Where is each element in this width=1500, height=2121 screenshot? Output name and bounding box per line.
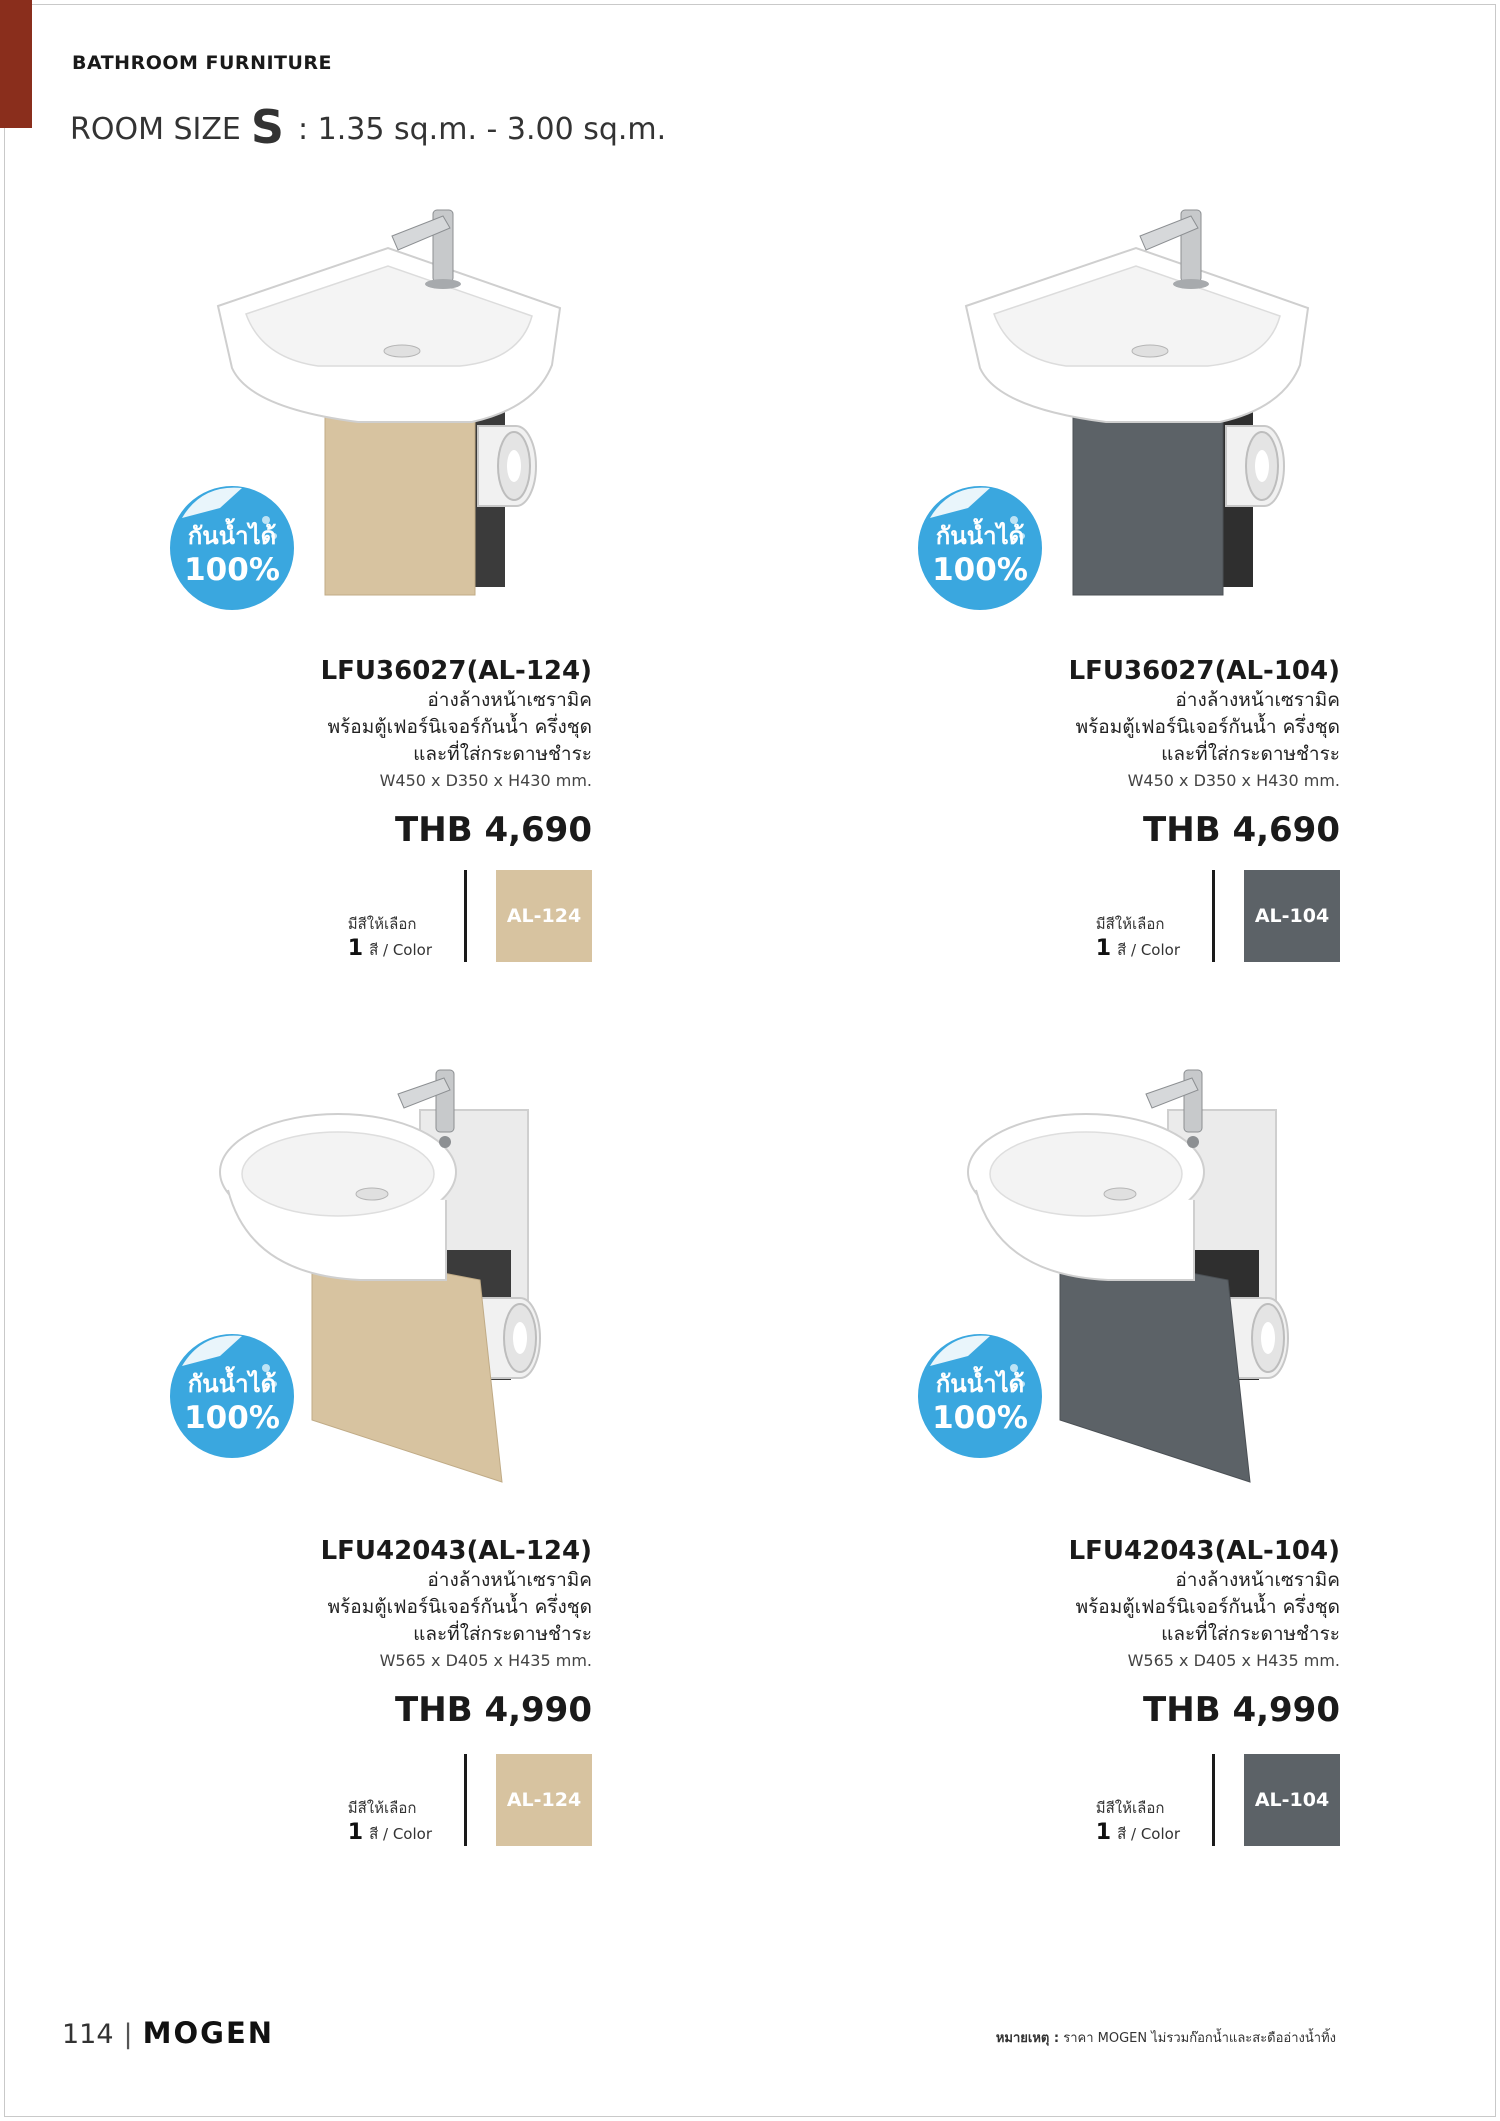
section-tab [0, 0, 32, 128]
product-desc-2: พร้อมตู้เฟอร์นิเจอร์กันน้ำ ครึ่งชุด [1075, 1596, 1340, 1618]
page-number: 114 [62, 2019, 114, 2050]
paper-holder-core [1261, 1322, 1275, 1354]
brand-logo: MOGEN [142, 2016, 275, 2050]
product-desc-3: และที่ใส่กระดาษชำระ [413, 743, 592, 765]
divider [1212, 1754, 1215, 1846]
color-options [332, 1754, 592, 1846]
faucet-base [425, 279, 461, 289]
room-size-prefix: ROOM SIZE [70, 112, 241, 147]
color-option-text [348, 1796, 432, 1846]
product-price: THB 4,990 [1143, 1690, 1340, 1730]
product-desc-2: พร้อมตู้เฟอร์นิเจอร์กันน้ำ ครึ่งชุด [327, 1596, 592, 1618]
product-card [0, 190, 720, 1070]
badge-line-1: กันน้ำได้ [187, 1370, 277, 1398]
drain [1104, 1188, 1136, 1200]
color-count: 1 [1095, 936, 1112, 961]
color-option-text [1096, 912, 1180, 962]
color-swatch: AL-124 [496, 1754, 592, 1846]
product-dimensions: W565 x D405 x H435 mm. [379, 1651, 592, 1670]
color-swatch: AL-104 [1244, 870, 1340, 962]
room-size-letter: S [250, 100, 285, 154]
badge-line-2: 100% [184, 552, 280, 588]
color-option-text [348, 912, 432, 962]
product-info [1069, 1535, 1340, 1730]
product-desc-2: พร้อมตู้เฟอร์นิเจอร์กันน้ำ ครึ่งชุด [1075, 716, 1340, 738]
product-desc-3: และที่ใส่กระดาษชำระ [1161, 743, 1340, 765]
product-info [321, 655, 592, 850]
color-swatch: AL-124 [496, 870, 592, 962]
color-swatch: AL-104 [1244, 1754, 1340, 1846]
product-code: LFU42043(AL-104) [1068, 1536, 1340, 1566]
color-unit: สี / Color [369, 941, 432, 959]
footer-note [996, 2027, 1336, 2048]
color-option-label: มีสีให้เลือก [1095, 1799, 1165, 1817]
color-unit: สี / Color [1117, 1825, 1180, 1843]
waterproof-badge [162, 1326, 302, 1466]
product-desc-1: อ่างล้างหน้าเซรามิค [1175, 689, 1340, 711]
color-option-text [1096, 1796, 1180, 1846]
color-unit: สี / Color [1117, 941, 1180, 959]
room-size-range: : 1.35 sq.m. - 3.00 sq.m. [298, 112, 667, 147]
product-desc-1: อ่างล้างหน้าเซรามิค [1175, 1569, 1340, 1591]
color-options [332, 870, 592, 962]
product-card [748, 1060, 1468, 1940]
overflow-hole [439, 1136, 451, 1148]
divider [464, 1754, 467, 1846]
color-option-label: มีสีให้เลือก [347, 915, 417, 933]
product-info [1069, 655, 1340, 850]
color-count: 1 [347, 936, 364, 961]
product-card [748, 190, 1468, 1070]
product-dimensions: W450 x D350 x H430 mm. [379, 771, 592, 790]
badge-line-1: กันน้ำได้ [187, 522, 277, 550]
product-code: LFU36027(AL-104) [1068, 656, 1340, 686]
paper-holder-core [513, 1322, 527, 1354]
drain [1132, 345, 1168, 357]
paper-holder-core [507, 450, 521, 482]
drain [384, 345, 420, 357]
badge-line-2: 100% [184, 1400, 280, 1436]
waterproof-badge [910, 478, 1050, 618]
waterproof-badge [162, 478, 302, 618]
color-options [1080, 870, 1340, 962]
footer-separator: | [123, 2019, 133, 2050]
cabinet-door [325, 395, 475, 595]
product-desc-1: อ่างล้างหน้าเซรามิค [427, 689, 592, 711]
overflow-hole [1187, 1136, 1199, 1148]
product-desc-3: และที่ใส่กระดาษชำระ [1161, 1623, 1340, 1645]
color-unit: สี / Color [369, 1825, 432, 1843]
product-desc-1: อ่างล้างหน้าเซรามิค [427, 1569, 592, 1591]
product-code: LFU42043(AL-124) [320, 1536, 592, 1566]
divider [464, 870, 467, 962]
footer-note-text: ราคา MOGEN ไม่รวมก๊อกน้ำและสะดืออ่างน้ำทิ้ง [1063, 2031, 1336, 2046]
product-dimensions: W565 x D405 x H435 mm. [1127, 1651, 1340, 1670]
basin-bowl [242, 1132, 434, 1216]
product-desc-3: และที่ใส่กระดาษชำระ [413, 1623, 592, 1645]
product-code: LFU36027(AL-124) [320, 656, 592, 686]
cabinet-door [1060, 1248, 1250, 1482]
badge-line-2: 100% [932, 552, 1028, 588]
product-price: THB 4,690 [395, 810, 592, 850]
product-price: THB 4,990 [395, 1690, 592, 1730]
waterproof-badge [910, 1326, 1050, 1466]
badge-line-1: กันน้ำได้ [935, 1370, 1025, 1398]
color-option-label: มีสีให้เลือก [347, 1799, 417, 1817]
product-dimensions: W450 x D350 x H430 mm. [1127, 771, 1340, 790]
product-card [0, 1060, 720, 1940]
section-title: BATHROOM FURNITURE [72, 52, 333, 74]
drain [356, 1188, 388, 1200]
color-option-label: มีสีให้เลือก [1095, 915, 1165, 933]
faucet-base [1173, 279, 1209, 289]
cabinet-door [1073, 395, 1223, 595]
product-info [321, 1535, 592, 1730]
footer-note-label: หมายเหตุ : [995, 2031, 1060, 2046]
page-footer [62, 2016, 274, 2050]
color-count: 1 [347, 1820, 364, 1845]
paper-holder-core [1255, 450, 1269, 482]
product-desc-2: พร้อมตู้เฟอร์นิเจอร์กันน้ำ ครึ่งชุด [327, 716, 592, 738]
divider [1212, 870, 1215, 962]
color-options [1080, 1754, 1340, 1846]
room-size-heading [70, 96, 667, 154]
color-count: 1 [1095, 1820, 1112, 1845]
badge-line-2: 100% [932, 1400, 1028, 1436]
basin-bowl [990, 1132, 1182, 1216]
badge-line-1: กันน้ำได้ [935, 522, 1025, 550]
cabinet-door [312, 1248, 502, 1482]
product-price: THB 4,690 [1143, 810, 1340, 850]
